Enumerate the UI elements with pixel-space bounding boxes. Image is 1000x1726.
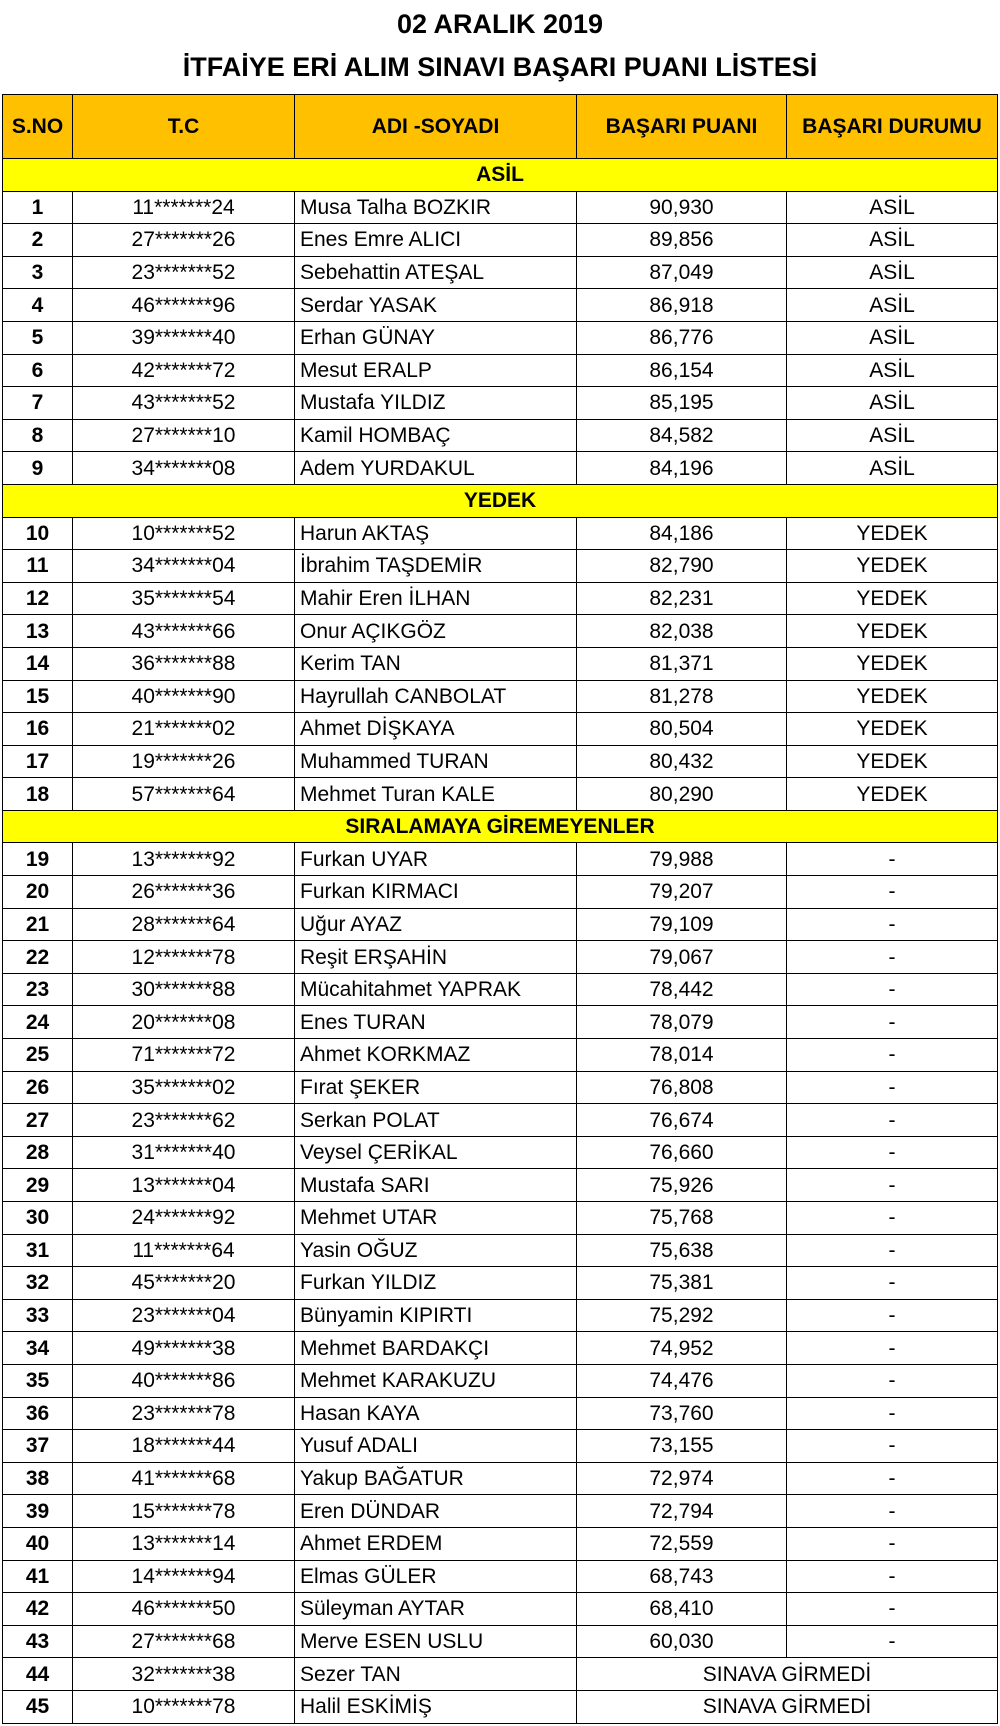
row-status: -	[787, 973, 998, 1006]
table-row	[3, 224, 998, 257]
row-status: -	[787, 908, 998, 941]
row-name: Mücahitahmet YAPRAK	[295, 973, 577, 1006]
row-score: 78,079	[577, 1006, 787, 1039]
row-status: YEDEK	[787, 680, 998, 713]
row-score: 74,952	[577, 1332, 787, 1365]
row-tc: 42*******72	[73, 354, 295, 387]
row-score: 87,049	[577, 256, 787, 289]
row-tc: 11*******24	[73, 191, 295, 224]
table-row	[3, 615, 998, 648]
row-score: 74,476	[577, 1364, 787, 1397]
section-title: ASİL	[3, 159, 998, 192]
row-number: 31	[3, 1234, 73, 1267]
row-tc: 49*******38	[73, 1332, 295, 1365]
row-score: 75,381	[577, 1267, 787, 1300]
table-row	[3, 452, 998, 485]
row-score: 75,638	[577, 1234, 787, 1267]
row-tc: 23*******62	[73, 1104, 295, 1137]
row-number: 45	[3, 1690, 73, 1723]
row-score: 89,856	[577, 224, 787, 257]
row-name: Kerim TAN	[295, 647, 577, 680]
row-tc: 24*******92	[73, 1202, 295, 1235]
row-name: Furkan KIRMACI	[295, 876, 577, 909]
row-score: 75,292	[577, 1299, 787, 1332]
row-name: Yakup BAĞATUR	[295, 1462, 577, 1495]
row-number: 8	[3, 419, 73, 452]
table-row	[3, 1169, 998, 1202]
row-tc: 26*******36	[73, 876, 295, 909]
table-row	[3, 1104, 998, 1137]
row-score: 76,674	[577, 1104, 787, 1137]
table-row	[3, 1202, 998, 1235]
table-row	[3, 1136, 998, 1169]
table-body	[3, 159, 998, 1724]
row-name: Muhammed TURAN	[295, 745, 577, 778]
row-score: 90,930	[577, 191, 787, 224]
row-tc: 46*******50	[73, 1593, 295, 1626]
table-row	[3, 843, 998, 876]
header-sno: S.NO	[3, 95, 73, 159]
table-row	[3, 876, 998, 909]
table-row	[3, 680, 998, 713]
row-status: -	[787, 941, 998, 974]
table-row	[3, 550, 998, 583]
section-header-row	[3, 159, 998, 192]
row-name: Mehmet BARDAKÇI	[295, 1332, 577, 1365]
row-status: -	[787, 1560, 998, 1593]
row-status: -	[787, 1234, 998, 1267]
row-score: 82,790	[577, 550, 787, 583]
row-status: -	[787, 1071, 998, 1104]
row-score: 79,067	[577, 941, 787, 974]
row-tc: 13*******92	[73, 843, 295, 876]
row-status: YEDEK	[787, 582, 998, 615]
row-name: Furkan YILDIZ	[295, 1267, 577, 1300]
row-status: -	[787, 1625, 998, 1658]
row-status: -	[787, 843, 998, 876]
row-number: 40	[3, 1527, 73, 1560]
row-tc: 27*******26	[73, 224, 295, 257]
table-row	[3, 1462, 998, 1495]
row-number: 30	[3, 1202, 73, 1235]
table-row	[3, 1527, 998, 1560]
row-number: 32	[3, 1267, 73, 1300]
row-name: Mesut ERALP	[295, 354, 577, 387]
row-name: Serkan POLAT	[295, 1104, 577, 1137]
table-row	[3, 1006, 998, 1039]
row-status: ASİL	[787, 354, 998, 387]
row-score: 82,038	[577, 615, 787, 648]
row-tc: 32*******38	[73, 1658, 295, 1691]
table-header-row	[3, 95, 998, 159]
row-tc: 35*******02	[73, 1071, 295, 1104]
row-tc: 31*******40	[73, 1136, 295, 1169]
row-name: Ahmet KORKMAZ	[295, 1039, 577, 1072]
row-tc: 13*******04	[73, 1169, 295, 1202]
row-name: Uğur AYAZ	[295, 908, 577, 941]
row-status: -	[787, 1202, 998, 1235]
row-name: Onur AÇIKGÖZ	[295, 615, 577, 648]
row-score: 84,582	[577, 419, 787, 452]
header-status: BAŞARI DURUMU	[787, 95, 998, 159]
row-number: 38	[3, 1462, 73, 1495]
row-tc: 45*******20	[73, 1267, 295, 1300]
row-status: -	[787, 1495, 998, 1528]
row-number: 12	[3, 582, 73, 615]
row-number: 23	[3, 973, 73, 1006]
row-number: 41	[3, 1560, 73, 1593]
row-number: 4	[3, 289, 73, 322]
row-name: Sebehattin ATEŞAL	[295, 256, 577, 289]
row-number: 21	[3, 908, 73, 941]
row-tc: 12*******78	[73, 941, 295, 974]
row-number: 42	[3, 1593, 73, 1626]
row-status: YEDEK	[787, 745, 998, 778]
row-number: 19	[3, 843, 73, 876]
row-name: Süleyman AYTAR	[295, 1593, 577, 1626]
row-score: 86,918	[577, 289, 787, 322]
row-status: -	[787, 1267, 998, 1300]
row-name: Erhan GÜNAY	[295, 321, 577, 354]
row-tc: 21*******02	[73, 713, 295, 746]
table-row	[3, 1625, 998, 1658]
row-name: Mehmet KARAKUZU	[295, 1364, 577, 1397]
section-header-row	[3, 810, 998, 843]
row-name: Musa Talha BOZKIR	[295, 191, 577, 224]
row-status: YEDEK	[787, 517, 998, 550]
row-score: 79,207	[577, 876, 787, 909]
row-status: YEDEK	[787, 647, 998, 680]
header-name: ADI -SOYADI	[295, 95, 577, 159]
row-status: YEDEK	[787, 615, 998, 648]
row-tc: 19*******26	[73, 745, 295, 778]
row-tc: 36*******88	[73, 647, 295, 680]
row-score: 79,988	[577, 843, 787, 876]
row-number: 14	[3, 647, 73, 680]
row-name: Hayrullah CANBOLAT	[295, 680, 577, 713]
table-row	[3, 1430, 998, 1463]
table-row	[3, 1071, 998, 1104]
row-absent-note: SINAVA GİRMEDİ	[577, 1690, 998, 1723]
row-number: 20	[3, 876, 73, 909]
table-row	[3, 647, 998, 680]
row-score: 82,231	[577, 582, 787, 615]
row-status: YEDEK	[787, 778, 998, 811]
row-tc: 30*******88	[73, 973, 295, 1006]
row-name: İbrahim TAŞDEMİR	[295, 550, 577, 583]
row-name: Mehmet Turan KALE	[295, 778, 577, 811]
row-number: 22	[3, 941, 73, 974]
row-name: Mustafa SARI	[295, 1169, 577, 1202]
header-tc: T.C	[73, 95, 295, 159]
row-number: 16	[3, 713, 73, 746]
row-status: -	[787, 1169, 998, 1202]
row-score: 81,371	[577, 647, 787, 680]
row-number: 7	[3, 387, 73, 420]
row-number: 37	[3, 1430, 73, 1463]
section-title: SIRALAMAYA GİREMEYENLER	[3, 810, 998, 843]
row-score: 72,794	[577, 1495, 787, 1528]
results-table	[2, 94, 998, 1724]
row-absent-note: SINAVA GİRMEDİ	[577, 1658, 998, 1691]
row-status: -	[787, 1397, 998, 1430]
row-name: Eren DÜNDAR	[295, 1495, 577, 1528]
row-number: 27	[3, 1104, 73, 1137]
row-tc: 23*******52	[73, 256, 295, 289]
row-status: -	[787, 1364, 998, 1397]
table-row	[3, 1560, 998, 1593]
row-number: 6	[3, 354, 73, 387]
row-status: ASİL	[787, 387, 998, 420]
row-score: 73,760	[577, 1397, 787, 1430]
row-name: Kamil HOMBAÇ	[295, 419, 577, 452]
row-number: 34	[3, 1332, 73, 1365]
row-name: Adem YURDAKUL	[295, 452, 577, 485]
row-name: Elmas GÜLER	[295, 1560, 577, 1593]
row-status: -	[787, 1136, 998, 1169]
row-status: -	[787, 1104, 998, 1137]
row-name: Fırat ŞEKER	[295, 1071, 577, 1104]
row-score: 75,926	[577, 1169, 787, 1202]
row-name: Ahmet ERDEM	[295, 1527, 577, 1560]
row-name: Merve ESEN USLU	[295, 1625, 577, 1658]
table-row	[3, 1332, 998, 1365]
row-number: 35	[3, 1364, 73, 1397]
row-tc: 43*******66	[73, 615, 295, 648]
table-row	[3, 582, 998, 615]
table-row	[3, 1495, 998, 1528]
row-score: 76,660	[577, 1136, 787, 1169]
row-score: 85,195	[577, 387, 787, 420]
row-score: 86,154	[577, 354, 787, 387]
row-status: ASİL	[787, 256, 998, 289]
row-number: 10	[3, 517, 73, 550]
row-status: -	[787, 1462, 998, 1495]
row-number: 25	[3, 1039, 73, 1072]
row-tc: 10*******78	[73, 1690, 295, 1723]
table-row	[3, 973, 998, 1006]
table-row	[3, 1039, 998, 1072]
row-tc: 14*******94	[73, 1560, 295, 1593]
table-row	[3, 191, 998, 224]
row-number: 3	[3, 256, 73, 289]
table-row	[3, 387, 998, 420]
row-number: 43	[3, 1625, 73, 1658]
row-name: Serdar YASAK	[295, 289, 577, 322]
row-status: -	[787, 1299, 998, 1332]
row-name: Harun AKTAŞ	[295, 517, 577, 550]
row-status: -	[787, 876, 998, 909]
row-tc: 13*******14	[73, 1527, 295, 1560]
row-name: Mehmet UTAR	[295, 1202, 577, 1235]
table-row	[3, 713, 998, 746]
row-score: 73,155	[577, 1430, 787, 1463]
row-number: 5	[3, 321, 73, 354]
row-number: 39	[3, 1495, 73, 1528]
table-row	[3, 1299, 998, 1332]
document-main-title: İTFAİYE ERİ ALIM SINAVI BAŞARI PUANI LİSTESİ	[182, 52, 818, 82]
table-row	[3, 1267, 998, 1300]
row-number: 29	[3, 1169, 73, 1202]
row-status: ASİL	[787, 452, 998, 485]
row-tc: 28*******64	[73, 908, 295, 941]
row-tc: 40*******86	[73, 1364, 295, 1397]
row-number: 11	[3, 550, 73, 583]
row-name: Sezer TAN	[295, 1658, 577, 1691]
document-date-title: 02 ARALIK 2019	[396, 9, 604, 39]
row-tc: 27*******10	[73, 419, 295, 452]
row-status: -	[787, 1332, 998, 1365]
row-score: 68,743	[577, 1560, 787, 1593]
row-status: -	[787, 1006, 998, 1039]
row-name: Enes TURAN	[295, 1006, 577, 1039]
row-status: ASİL	[787, 321, 998, 354]
table-row	[3, 321, 998, 354]
row-tc: 57*******64	[73, 778, 295, 811]
table-row	[3, 1658, 998, 1691]
table-row	[3, 778, 998, 811]
row-score: 80,290	[577, 778, 787, 811]
row-tc: 10*******52	[73, 517, 295, 550]
row-name: Furkan UYAR	[295, 843, 577, 876]
row-name: Mustafa YILDIZ	[295, 387, 577, 420]
row-tc: 39*******40	[73, 321, 295, 354]
table-row	[3, 1364, 998, 1397]
row-score: 72,974	[577, 1462, 787, 1495]
row-score: 84,196	[577, 452, 787, 485]
section-title: YEDEK	[3, 484, 998, 517]
row-score: 80,504	[577, 713, 787, 746]
row-status: ASİL	[787, 224, 998, 257]
row-status: -	[787, 1527, 998, 1560]
row-tc: 23*******78	[73, 1397, 295, 1430]
table-row	[3, 289, 998, 322]
row-tc: 18*******44	[73, 1430, 295, 1463]
row-tc: 11*******64	[73, 1234, 295, 1267]
row-number: 13	[3, 615, 73, 648]
row-status: ASİL	[787, 289, 998, 322]
row-name: Bünyamin KIPIRTI	[295, 1299, 577, 1332]
row-number: 2	[3, 224, 73, 257]
row-score: 81,278	[577, 680, 787, 713]
row-status: -	[787, 1593, 998, 1626]
table-row	[3, 941, 998, 974]
row-number: 18	[3, 778, 73, 811]
row-tc: 34*******08	[73, 452, 295, 485]
row-tc: 41*******68	[73, 1462, 295, 1495]
row-number: 9	[3, 452, 73, 485]
row-name: Halil ESKİMİŞ	[295, 1690, 577, 1723]
row-score: 79,109	[577, 908, 787, 941]
row-name: Reşit ERŞAHİN	[295, 941, 577, 974]
table-row	[3, 745, 998, 778]
table-row	[3, 1690, 998, 1723]
row-status: YEDEK	[787, 550, 998, 583]
table-row	[3, 1593, 998, 1626]
row-name: Enes Emre ALICI	[295, 224, 577, 257]
row-number: 24	[3, 1006, 73, 1039]
row-score: 78,014	[577, 1039, 787, 1072]
row-status: -	[787, 1039, 998, 1072]
table-row	[3, 354, 998, 387]
row-score: 84,186	[577, 517, 787, 550]
table-row	[3, 256, 998, 289]
row-number: 44	[3, 1658, 73, 1691]
row-name: Yasin OĞUZ	[295, 1234, 577, 1267]
row-tc: 46*******96	[73, 289, 295, 322]
row-name: Ahmet DİŞKAYA	[295, 713, 577, 746]
row-status: YEDEK	[787, 713, 998, 746]
row-number: 1	[3, 191, 73, 224]
row-status: -	[787, 1430, 998, 1463]
row-name: Veysel ÇERİKAL	[295, 1136, 577, 1169]
header-score: BAŞARI PUANI	[577, 95, 787, 159]
row-tc: 40*******90	[73, 680, 295, 713]
row-score: 86,776	[577, 321, 787, 354]
row-status: ASİL	[787, 419, 998, 452]
table-row	[3, 1397, 998, 1430]
row-score: 80,432	[577, 745, 787, 778]
row-number: 33	[3, 1299, 73, 1332]
section-header-row	[3, 484, 998, 517]
row-number: 36	[3, 1397, 73, 1430]
row-score: 60,030	[577, 1625, 787, 1658]
table-row	[3, 419, 998, 452]
row-name: Mahir Eren İLHAN	[295, 582, 577, 615]
row-tc: 15*******78	[73, 1495, 295, 1528]
row-score: 76,808	[577, 1071, 787, 1104]
row-number: 15	[3, 680, 73, 713]
row-score: 68,410	[577, 1593, 787, 1626]
row-score: 72,559	[577, 1527, 787, 1560]
row-number: 28	[3, 1136, 73, 1169]
row-name: Yusuf ADALI	[295, 1430, 577, 1463]
row-tc: 34*******04	[73, 550, 295, 583]
row-number: 26	[3, 1071, 73, 1104]
row-name: Hasan KAYA	[295, 1397, 577, 1430]
table-row	[3, 517, 998, 550]
table-row	[3, 908, 998, 941]
row-status: ASİL	[787, 191, 998, 224]
row-score: 78,442	[577, 973, 787, 1006]
row-number: 17	[3, 745, 73, 778]
row-tc: 35*******54	[73, 582, 295, 615]
row-tc: 43*******52	[73, 387, 295, 420]
row-tc: 23*******04	[73, 1299, 295, 1332]
table-row	[3, 1234, 998, 1267]
row-score: 75,768	[577, 1202, 787, 1235]
row-tc: 27*******68	[73, 1625, 295, 1658]
row-tc: 20*******08	[73, 1006, 295, 1039]
row-tc: 71*******72	[73, 1039, 295, 1072]
